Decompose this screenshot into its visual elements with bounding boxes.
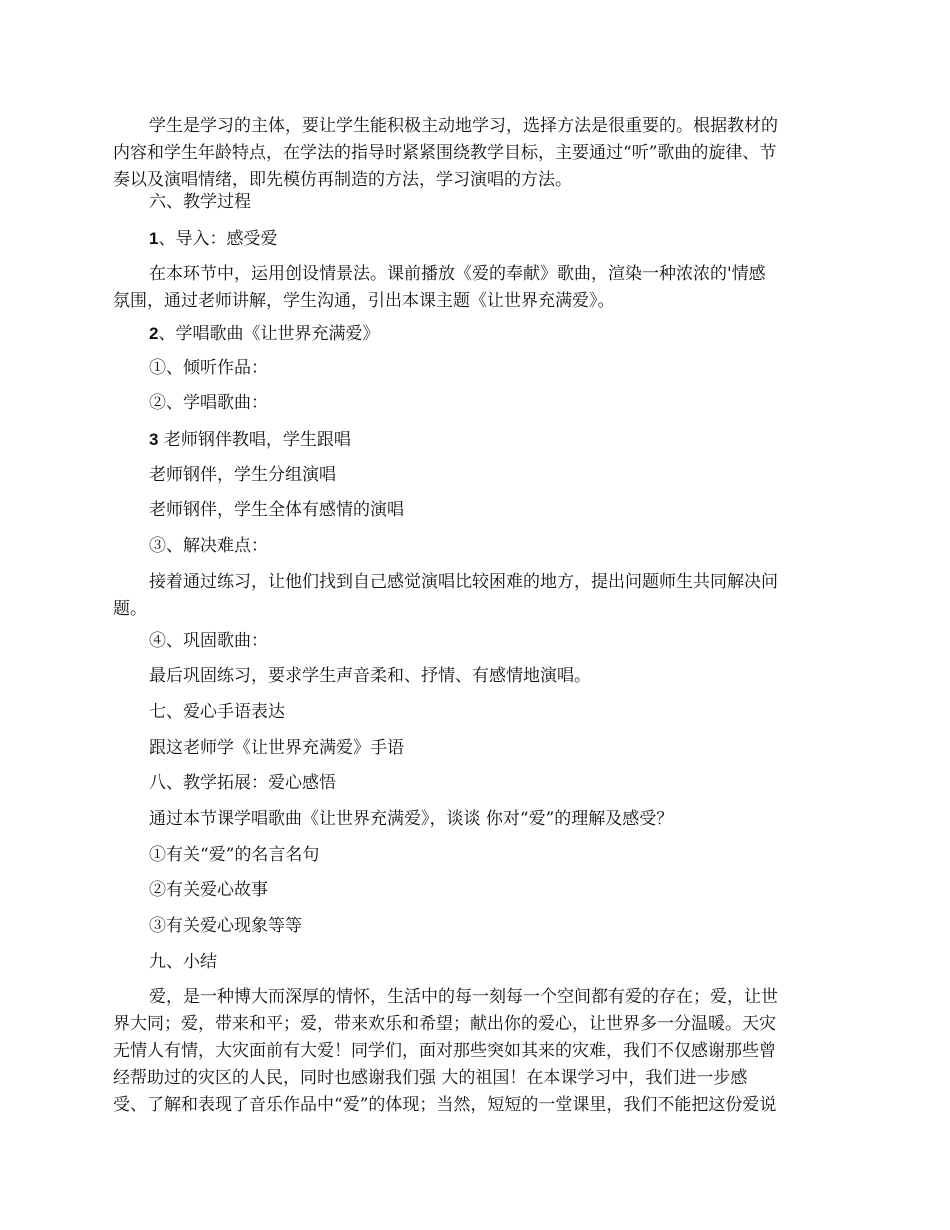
list-item-listen: ①、倾听作品：	[149, 358, 268, 378]
step-text: 老师钢伴教唱，学生跟唱	[158, 430, 351, 450]
text-line: 奏以及演唱情绪，即先模仿再制造的方法，学习演唱的方法。	[113, 170, 572, 190]
step-number: 2	[149, 324, 159, 343]
list-item-quotes: ①有关“爱”的名言名句	[149, 845, 320, 865]
paragraph-summary	[113, 984, 843, 1119]
paragraph-difficulty	[113, 569, 843, 623]
list-item-phenomena: ③有关爱心现象等等	[149, 916, 302, 936]
paragraph-intro	[113, 261, 843, 315]
step-3-line	[113, 426, 843, 454]
text-line: 爱，是一种博大而深厚的情怀，生活中的每一刻每一个空间都有爱的存在；爱，让世	[149, 987, 778, 1007]
list-item-difficulty: ③、解决难点：	[149, 536, 268, 556]
list-item-consolidate: ④、巩固歌曲：	[149, 631, 268, 651]
text-line: 学生是学习的主体，要让学生能积极主动地学习，选择方法是很重要的。根据教材的	[149, 116, 778, 136]
text-line: 界大同；爱，带来和平；爱，带来欢乐和希望；献出你的爱心，让世界多一分温暖。天灾	[113, 1014, 776, 1034]
step-2-heading	[113, 320, 843, 348]
step-number: 1	[149, 229, 159, 248]
step-1-heading	[113, 225, 843, 253]
text-line: 内容和学生年龄特点，在学法的指导时紧紧围绕教学目标，主要通过“听”歌曲的旋律、节	[113, 143, 777, 163]
paragraph-learning-method	[113, 113, 843, 194]
step-text: 、学唱歌曲《让世界充满爱》	[158, 324, 380, 344]
text-line-all-singing: 老师钢伴，学生全体有感情的演唱	[149, 500, 404, 520]
text-line: 接着通过练习，让他们找到自己感觉演唱比较困难的地方，提出问题师生共同解决问	[149, 572, 778, 592]
list-item-learn-song: ②、学唱歌曲：	[149, 393, 268, 413]
text-line: 无情人有情，大灾面前有大爱！同学们，面对那些突如其来的灾难，我们不仅感谢那些曾	[113, 1041, 776, 1061]
step-number: 3	[149, 430, 159, 449]
heading-section-8: 八、教学拓展：爱心感悟	[149, 773, 336, 793]
text-line: 在本环节中，运用创设情景法。课前播放《爱的奉献》歌曲，渲染一种浓浓的'情感	[149, 264, 766, 284]
text-line: 题。	[113, 599, 147, 619]
list-item-stories: ②有关爱心故事	[149, 880, 268, 900]
text-line: 受、了解和表现了音乐作品中“爱”的体现；当然，短短的一堂课里，我们不能把这份爱说	[113, 1095, 777, 1115]
text-line-group-singing: 老师钢伴，学生分组演唱	[149, 465, 336, 485]
text-line-sign-language: 跟这老师学《让世界充满爱》手语	[149, 738, 404, 758]
text-line-reflection-question: 通过本节课学唱歌曲《让世界充满爱》，谈谈 你对“爱”的理解及感受？	[149, 809, 674, 829]
heading-section-9: 九、小结	[149, 952, 217, 972]
text-line-final-practice: 最后巩固练习，要求学生声音柔和、抒情、有感情地演唱。	[149, 666, 591, 686]
step-text: 、导入：感受爱	[158, 229, 278, 249]
heading-section-6: 六、教学过程	[149, 192, 251, 212]
text-line: 氛围，通过老师讲解，学生沟通，引出本课主题《让世界充满爱》。	[113, 291, 615, 311]
heading-section-7: 七、爱心手语表达	[149, 702, 285, 722]
text-line: 经帮助过的灾区的人民，同时也感谢我们强 大的祖国！在本课学习中，我们进一步感	[113, 1068, 748, 1088]
